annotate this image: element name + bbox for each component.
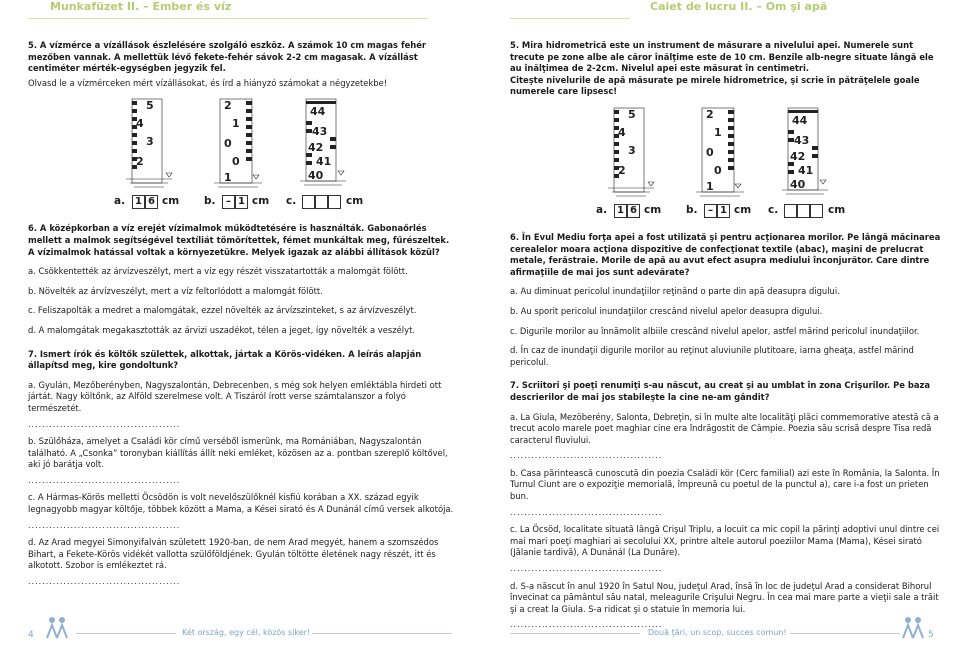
answer-a-label: a.	[114, 195, 126, 208]
svg-text:3: 3	[146, 135, 154, 149]
answer-c-box-1[interactable]	[302, 195, 315, 209]
answer-b-box-1[interactable]: –	[704, 204, 717, 218]
svg-text:1: 1	[706, 179, 714, 193]
water-gauge-c	[772, 106, 832, 202]
svg-text:43: 43	[312, 125, 328, 139]
q6-title-hu: 6. A középkorban a víz erejét vízimalmok működtetésére is használták. Gabonaőrlés mellett a malmok segítségével textíliát tömörítettek, fémet munkáltak meg, fűrészeltek. A vízimalmok hatással voltak a környezetükre. Melyek igazak az alábbi állítások közül?	[28, 223, 450, 257]
answer-line[interactable]: ...........................................	[28, 475, 181, 485]
answer-a-box-2[interactable]: 6	[627, 204, 640, 218]
svg-text:41: 41	[316, 155, 332, 169]
footer-slogan-hu: Két ország, egy cél, közös siker!	[182, 628, 311, 637]
answer-line[interactable]: ...........................................	[510, 451, 663, 461]
q7-c-ro: c. La Öcsöd, localitate situată lângă Crişul Triplu, a locuit ca mic copil la părinţi adoptivi unul dintre cei mai mari poeţi maghiari ai secolului XX, printre altele autorul poeziilor Mama (Mama), Kései sirató (Jălanie tardivă), A Dunánál (La Dunăre).	[510, 524, 940, 558]
header-right: Caiet de lucru II. – Om şi apă	[650, 0, 828, 13]
q5-instruction-hu: Olvasd le a vízmérceken mért vízállásokat, és írd a hiányzó számokat a négyzetekbe!	[28, 77, 388, 88]
svg-text:3: 3	[628, 143, 636, 157]
answer-a-label: a.	[596, 203, 608, 216]
svg-text:2: 2	[618, 163, 626, 177]
svg-text:5: 5	[628, 107, 636, 121]
svg-text:1: 1	[224, 171, 232, 185]
q5-text-ro: 5. Mira hidrometrică este un instrument de măsurare a nivelului apei. Numerele sunt trecute pe zone albe ale căror înălţime este de 10 cm. Benzile alb-negre situate lângă ele au înălţimea de 2-2cm. Nivelul apei este măsurat în centimetri.	[510, 40, 934, 74]
gauge-answers-hu	[28, 195, 458, 211]
svg-text:43: 43	[794, 133, 810, 147]
svg-text:5: 5	[146, 99, 154, 113]
water-gauge-b	[206, 97, 266, 193]
q5-text-hu: 5. A vízmérce a vízállások észlelésére szolgáló eszköz. A számok 10 cm magas fehér mezőben vannak. A mellettük lévő fekete-fehér sávok 2-2 cm magasak. A vízállást centiméter mérték-egységben jegyzik fel.	[28, 40, 427, 74]
answer-b-box-2[interactable]: 1	[235, 195, 248, 209]
svg-text:1: 1	[232, 117, 240, 131]
svg-text:2: 2	[136, 155, 144, 169]
gauge-figures-hu	[28, 97, 458, 193]
svg-text:40: 40	[790, 177, 806, 191]
q6-option-c-hu[interactable]: c. Feliszapolták a medret a malomgátak, ezzel növelték az árvízszinteket, s az árvízveszélyt.	[28, 305, 417, 316]
answer-c-unit: cm	[828, 203, 846, 216]
answer-line[interactable]: ...........................................	[28, 577, 181, 587]
q7-d-ro: d. S-a născut în anul 1920 în Satul Nou, judeţul Arad, însă în loc de judeţul Arad a considerat Bihorul învecinat ca pământul său natal, meleagurile Crişului Negru. În cea mai mare parte a vieţii sale a trăit şi a creat la Giula. S-a ridicat şi o statuie în memoria lui.	[510, 580, 939, 614]
q6-title-ro: 6. În Evul Mediu forţa apei a fost utilizată şi pentru acţionarea morilor. Pe lângă măcinarea cerealelor moara acţiona dispozitive de confecţionat textile (abac), maşini de prelucrat metale, ferăstraie. Morile de apă au avut efect asupra mediului înconjurător. Care dintre afirmaţiile de mai jos sunt adevărate?	[510, 231, 941, 277]
q7-title-ro: 7. Scriitori şi poeţi renumiţi s-au născut, au creat şi au umblat în zona Crişurilor. Pe baza descrierilor de mai jos stabileşte la cine ne-am gândit?	[510, 380, 931, 402]
svg-text:41: 41	[798, 163, 814, 177]
q7-b-hu: b. Szülőháza, amelyet a Családi kör című verséből ismerünk, ma Romániában, Nagyszalontán található. A „Csonka” toronyban kiállítás állít neki emléket, közösen az a. pontban szereplő költővel, aki jó barátja volt.	[28, 436, 448, 470]
svg-text:44: 44	[310, 105, 326, 119]
answer-a-box-1[interactable]: 1	[614, 204, 627, 218]
q6-option-c-ro[interactable]: c. Digurile morilor au înnămolit albiile crescând nivelul apelor, astfel mărind pericolul inundaţiilor.	[510, 325, 920, 336]
water-gauge-a	[116, 97, 176, 193]
water-gauge-c	[290, 97, 350, 193]
left-column	[28, 40, 458, 594]
page-number-left: 4	[28, 630, 34, 640]
svg-text:0: 0	[714, 163, 722, 177]
q6-option-b-hu[interactable]: b. Növelték az árvízveszélyt, mert a víz feltorlódott a malomgát fölött.	[28, 285, 323, 296]
answer-b-box-2[interactable]: 1	[717, 204, 730, 218]
q6-option-d-hu[interactable]: d. A malomgátak megakasztották az árvizi uszadékot, télen a jeget, így növelték a veszélyt.	[28, 324, 416, 335]
answer-c-label: c.	[768, 203, 779, 216]
answer-a-unit: cm	[644, 203, 662, 216]
answer-c-box-3[interactable]	[810, 204, 823, 218]
footer-rule	[76, 633, 176, 634]
answer-line[interactable]: ...........................................	[28, 419, 181, 429]
answer-line[interactable]: ...........................................	[28, 520, 181, 530]
gauge-answers-ro	[510, 204, 942, 220]
svg-text:42: 42	[790, 149, 806, 163]
q6-option-a-ro[interactable]: a. Au diminuat pericolul inundaţiilor reţinând o parte din apă deasupra digului.	[510, 286, 840, 297]
answer-c-box-2[interactable]	[797, 204, 810, 218]
svg-text:0: 0	[706, 145, 714, 159]
answer-b-label: b.	[204, 195, 216, 208]
svg-text:4: 4	[618, 125, 626, 139]
answer-line[interactable]: ...........................................	[510, 620, 663, 630]
right-column	[510, 40, 942, 637]
q7-title-hu: 7. Ismert írók és költők születtek, alkottak, jártak a Körös-vidéken. A leírás alapján állapítsd meg, kire gondoltunk?	[28, 348, 422, 371]
answer-c-box-1[interactable]	[784, 204, 797, 218]
header-rule-left	[28, 18, 428, 19]
q7-c-hu: c. A Hármas-Körös melletti Öcsödön is volt nevelőszülőknél kisfiú korában a XX. század egyik legnagyobb magyar költője, többek között a Mama, a Kései sirató és A Dunánál című versek alkotója.	[28, 492, 454, 515]
svg-text:44: 44	[792, 113, 808, 127]
answer-b-box-1[interactable]: –	[222, 195, 235, 209]
svg-text:0: 0	[224, 137, 232, 151]
svg-text:0: 0	[232, 155, 240, 169]
q5-instruction-ro: Citeşte nivelurile de apă măsurate pe mirele hidrometrice, şi scrie în pătrăţelele goale numerele care lipsesc!	[510, 74, 920, 97]
svg-text:40: 40	[308, 169, 324, 183]
project-logo-icon	[44, 614, 70, 640]
answer-line[interactable]: ...........................................	[510, 507, 663, 517]
svg-text:2: 2	[224, 99, 232, 113]
q6-option-d-ro[interactable]: d. În caz de inundaţii digurile morilor au reţinut aluviunile plutitoare, iarna gheaţa, astfel mărind pericolul.	[510, 345, 914, 367]
answer-c-box-2[interactable]	[315, 195, 328, 209]
footer-rule	[312, 633, 452, 634]
answer-a-box-2[interactable]: 6	[145, 195, 158, 209]
q6-option-b-ro[interactable]: b. Au sporit pericolul inundaţiilor crescând nivelul apelor deasupra digului.	[510, 305, 823, 316]
page-number-right: 5	[928, 630, 934, 640]
svg-text:1: 1	[714, 125, 722, 139]
project-logo-icon	[900, 614, 926, 640]
answer-line[interactable]: ...........................................	[510, 564, 663, 574]
answer-c-unit: cm	[346, 195, 364, 208]
q7-d-hu: d. Az Arad megyei Simonyifalván született 1920-ban, de nem Arad megyét, hanem a szomszédos Bihart, a Fekete-Körös vidékét vallotta szülőföldjének. Gyulán töltötte életének nagy részét, itt és alkotott. Szobor is emlékeztet rá.	[28, 537, 439, 571]
answer-c-box-3[interactable]	[328, 195, 341, 209]
footer-rule	[790, 633, 900, 634]
q7-a-hu: a. Gyulán, Mezőberényben, Nagyszalontán, Debrecenben, s még sok helyen emléktábla hirdeti ott jártát. Nagy költőnk, az Alföld szerelmese volt. A Tiszáról írott verse számtalanszor a folyó természetét.	[28, 379, 442, 413]
q7-a-ro: a. La Giula, Mezöberény, Salonta, Debreţin, si în multe alte localităţi plăci commemorative atestă că a trecut acolo marele poet maghiar cine era îndrăgostit de Câmpie. Poezia său scrisă despre Tisa redă caracterul fluviului.	[510, 411, 939, 445]
svg-text:42: 42	[308, 141, 324, 155]
answer-c-label: c.	[286, 195, 297, 208]
header-left: Munkafüzet II. – Ember és víz	[50, 0, 232, 13]
water-gauge-a	[598, 106, 658, 202]
q7-b-ro: b. Casa părintească cunoscută din poezia Családi kör (Cerc familial) azi este în România, la Salonta. În Turnul Ciunt are o expoziţie memorială, împreună cu poetul de la punctul a), care i-a fost un prieten bun.	[510, 467, 940, 502]
svg-text:2: 2	[706, 107, 714, 121]
header-rule-right	[510, 18, 630, 19]
answer-b-label: b.	[686, 203, 698, 216]
answer-a-box-1[interactable]: 1	[132, 195, 145, 209]
answer-b-unit: cm	[252, 195, 270, 208]
water-gauge-b	[688, 106, 748, 202]
footer-slogan-ro: Două ţări, un scop, succes comun!	[648, 628, 787, 637]
answer-b-unit: cm	[734, 203, 752, 216]
footer-rule	[510, 633, 640, 634]
gauge-figures-ro	[510, 106, 942, 202]
svg-text:4: 4	[136, 117, 144, 131]
answer-a-unit: cm	[162, 195, 180, 208]
q6-option-a-hu[interactable]: a. Csökkentették az árvízveszélyt, mert a víz egy részét visszatartották a malomgát fölött.	[28, 266, 408, 277]
